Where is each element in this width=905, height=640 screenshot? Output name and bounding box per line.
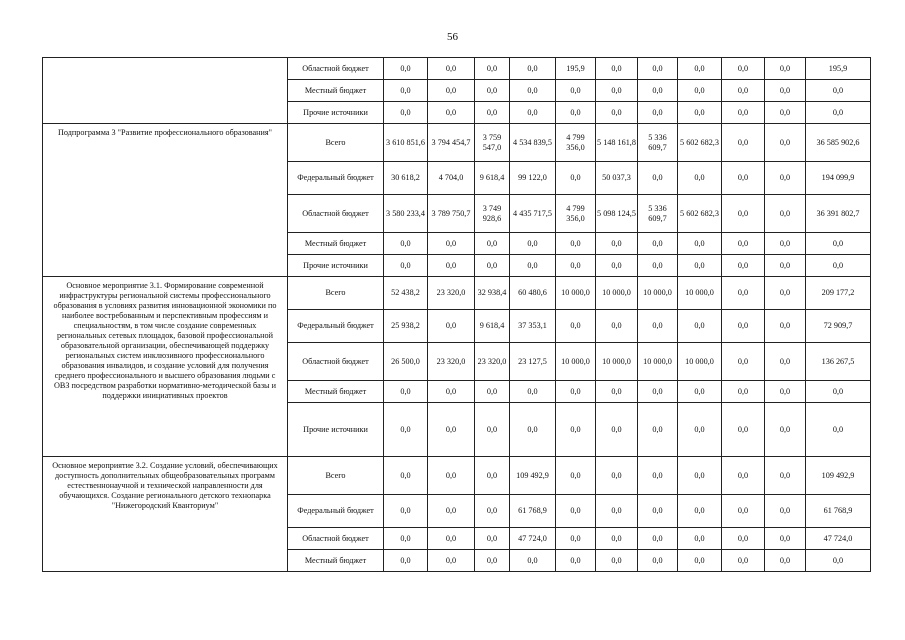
year-value-cell: 3 794 454,7 xyxy=(428,124,475,162)
year-value-cell: 23 320,0 xyxy=(428,343,475,381)
year-value-cell: 0,0 xyxy=(475,58,510,80)
year-value-cell: 32 938,4 xyxy=(475,277,510,310)
year-value-cell: 0,0 xyxy=(556,550,596,572)
year-value-cell: 0,0 xyxy=(384,255,428,277)
funding-source-cell: Местный бюджет xyxy=(288,80,384,102)
funding-source-cell: Прочие источники xyxy=(288,403,384,457)
year-value-cell: 0,0 xyxy=(475,80,510,102)
year-value-cell: 0,0 xyxy=(384,381,428,403)
year-value-cell: 0,0 xyxy=(722,195,765,233)
year-value-cell: 10 000,0 xyxy=(556,277,596,310)
total-value-cell: 0,0 xyxy=(806,102,871,124)
year-value-cell: 0,0 xyxy=(596,255,638,277)
year-value-cell: 0,0 xyxy=(678,528,722,550)
year-value-cell: 0,0 xyxy=(428,403,475,457)
year-value-cell: 0,0 xyxy=(638,310,678,343)
year-value-cell: 0,0 xyxy=(556,457,596,495)
year-value-cell: 0,0 xyxy=(765,277,806,310)
year-value-cell: 0,0 xyxy=(722,310,765,343)
year-value-cell: 0,0 xyxy=(428,528,475,550)
year-value-cell: 0,0 xyxy=(510,80,556,102)
funding-source-cell: Местный бюджет xyxy=(288,233,384,255)
year-value-cell: 0,0 xyxy=(596,233,638,255)
year-value-cell: 0,0 xyxy=(428,495,475,528)
year-value-cell: 47 724,0 xyxy=(510,528,556,550)
year-value-cell: 0,0 xyxy=(428,102,475,124)
table-row xyxy=(43,457,871,495)
year-value-cell: 23 320,0 xyxy=(428,277,475,310)
year-value-cell: 0,0 xyxy=(678,495,722,528)
year-value-cell: 0,0 xyxy=(384,403,428,457)
year-value-cell: 0,0 xyxy=(428,457,475,495)
total-value-cell: 194 099,9 xyxy=(806,162,871,195)
year-value-cell: 60 480,6 xyxy=(510,277,556,310)
year-value-cell: 0,0 xyxy=(678,255,722,277)
funding-source-cell: Федеральный бюджет xyxy=(288,310,384,343)
year-value-cell: 0,0 xyxy=(384,528,428,550)
year-value-cell: 0,0 xyxy=(722,255,765,277)
year-value-cell: 0,0 xyxy=(596,310,638,343)
total-value-cell: 47 724,0 xyxy=(806,528,871,550)
funding-source-cell: Прочие источники xyxy=(288,102,384,124)
year-value-cell: 0,0 xyxy=(638,162,678,195)
year-value-cell: 0,0 xyxy=(678,162,722,195)
funding-source-cell: Областной бюджет xyxy=(288,343,384,381)
year-value-cell: 0,0 xyxy=(765,381,806,403)
year-value-cell: 3 759 547,0 xyxy=(475,124,510,162)
year-value-cell: 0,0 xyxy=(638,457,678,495)
funding-source-cell: Всего xyxy=(288,457,384,495)
year-value-cell: 0,0 xyxy=(765,495,806,528)
year-value-cell: 0,0 xyxy=(722,102,765,124)
year-value-cell: 10 000,0 xyxy=(678,343,722,381)
year-value-cell: 5 602 682,3 xyxy=(678,124,722,162)
year-value-cell: 0,0 xyxy=(428,381,475,403)
year-value-cell: 23 320,0 xyxy=(475,343,510,381)
year-value-cell: 0,0 xyxy=(765,403,806,457)
year-value-cell: 0,0 xyxy=(510,255,556,277)
year-value-cell: 0,0 xyxy=(596,102,638,124)
total-value-cell: 36 585 902,6 xyxy=(806,124,871,162)
year-value-cell: 0,0 xyxy=(556,102,596,124)
year-value-cell: 0,0 xyxy=(722,550,765,572)
table-row xyxy=(43,124,871,162)
year-value-cell: 0,0 xyxy=(678,403,722,457)
year-value-cell: 0,0 xyxy=(384,550,428,572)
total-value-cell: 0,0 xyxy=(806,550,871,572)
year-value-cell: 0,0 xyxy=(765,550,806,572)
year-value-cell: 4 799 356,0 xyxy=(556,124,596,162)
year-value-cell: 0,0 xyxy=(722,495,765,528)
year-value-cell: 0,0 xyxy=(475,102,510,124)
year-value-cell: 9 618,4 xyxy=(475,310,510,343)
year-value-cell: 10 000,0 xyxy=(638,343,678,381)
total-value-cell: 109 492,9 xyxy=(806,457,871,495)
year-value-cell: 0,0 xyxy=(384,80,428,102)
year-value-cell: 26 500,0 xyxy=(384,343,428,381)
year-value-cell: 0,0 xyxy=(556,310,596,343)
year-value-cell: 50 037,3 xyxy=(596,162,638,195)
program-item-cell xyxy=(43,58,288,124)
year-value-cell: 0,0 xyxy=(475,457,510,495)
year-value-cell: 0,0 xyxy=(384,58,428,80)
year-value-cell: 0,0 xyxy=(428,550,475,572)
year-value-cell: 0,0 xyxy=(384,457,428,495)
year-value-cell: 30 618,2 xyxy=(384,162,428,195)
year-value-cell: 5 336 609,7 xyxy=(638,124,678,162)
total-value-cell: 195,9 xyxy=(806,58,871,80)
year-value-cell: 0,0 xyxy=(678,80,722,102)
year-value-cell: 0,0 xyxy=(384,102,428,124)
program-item-cell: Подпрограмма 3 "Развитие профессионального образования" xyxy=(43,124,288,277)
year-value-cell: 0,0 xyxy=(556,233,596,255)
year-value-cell: 4 799 356,0 xyxy=(556,195,596,233)
year-value-cell: 5 148 161,8 xyxy=(596,124,638,162)
year-value-cell: 0,0 xyxy=(765,233,806,255)
year-value-cell: 0,0 xyxy=(596,403,638,457)
year-value-cell: 0,0 xyxy=(638,403,678,457)
year-value-cell: 0,0 xyxy=(510,58,556,80)
program-item-cell: Основное мероприятие 3.1. Формирование современной инфраструктуры региональной системы профессионального образования в условиях развития инновационной экономики по наиболее востребованным и перспективным профессиям и специальностям, в том числе создание современных региональных сетевых площадок, базовой профессиональной образовательной организации, обеспечивающей поддержку региональных систем инклюзивного профессионального образования инвалидов, и создание условий для получения среднего профессионального и высшего образования людьми с ОВЗ посредством разработки нормативно-методической базы и поддержки инициативных проектов xyxy=(43,277,288,457)
year-value-cell: 4 534 839,5 xyxy=(510,124,556,162)
year-value-cell: 0,0 xyxy=(384,495,428,528)
year-value-cell: 0,0 xyxy=(678,457,722,495)
year-value-cell: 10 000,0 xyxy=(596,343,638,381)
year-value-cell: 0,0 xyxy=(556,80,596,102)
year-value-cell: 0,0 xyxy=(765,255,806,277)
year-value-cell: 0,0 xyxy=(765,310,806,343)
year-value-cell: 0,0 xyxy=(722,162,765,195)
year-value-cell: 0,0 xyxy=(678,550,722,572)
year-value-cell: 10 000,0 xyxy=(596,277,638,310)
year-value-cell: 0,0 xyxy=(678,381,722,403)
total-value-cell: 36 391 802,7 xyxy=(806,195,871,233)
year-value-cell: 0,0 xyxy=(765,80,806,102)
year-value-cell: 0,0 xyxy=(510,550,556,572)
funding-source-cell: Прочие источники xyxy=(288,255,384,277)
total-value-cell: 0,0 xyxy=(806,80,871,102)
funding-source-cell: Всего xyxy=(288,124,384,162)
year-value-cell: 0,0 xyxy=(596,457,638,495)
year-value-cell: 0,0 xyxy=(638,58,678,80)
year-value-cell: 4 435 717,5 xyxy=(510,195,556,233)
total-value-cell: 0,0 xyxy=(806,381,871,403)
funding-source-cell: Местный бюджет xyxy=(288,550,384,572)
budget-table xyxy=(42,57,871,572)
year-value-cell: 5 336 609,7 xyxy=(638,195,678,233)
year-value-cell: 0,0 xyxy=(638,80,678,102)
year-value-cell: 0,0 xyxy=(638,255,678,277)
year-value-cell: 0,0 xyxy=(428,255,475,277)
year-value-cell: 0,0 xyxy=(765,457,806,495)
funding-source-cell: Местный бюджет xyxy=(288,381,384,403)
total-value-cell: 61 768,9 xyxy=(806,495,871,528)
funding-source-cell: Областной бюджет xyxy=(288,195,384,233)
year-value-cell: 3 789 750,7 xyxy=(428,195,475,233)
year-value-cell: 0,0 xyxy=(638,381,678,403)
year-value-cell: 61 768,9 xyxy=(510,495,556,528)
year-value-cell: 0,0 xyxy=(638,495,678,528)
year-value-cell: 52 438,2 xyxy=(384,277,428,310)
year-value-cell: 0,0 xyxy=(475,255,510,277)
funding-source-cell: Областной бюджет xyxy=(288,58,384,80)
year-value-cell: 0,0 xyxy=(428,80,475,102)
year-value-cell: 3 749 928,6 xyxy=(475,195,510,233)
year-value-cell: 0,0 xyxy=(678,310,722,343)
year-value-cell: 0,0 xyxy=(638,233,678,255)
year-value-cell: 10 000,0 xyxy=(638,277,678,310)
year-value-cell: 0,0 xyxy=(638,102,678,124)
year-value-cell: 0,0 xyxy=(765,343,806,381)
year-value-cell: 0,0 xyxy=(765,58,806,80)
year-value-cell: 0,0 xyxy=(722,58,765,80)
year-value-cell: 0,0 xyxy=(556,381,596,403)
year-value-cell: 0,0 xyxy=(384,233,428,255)
year-value-cell: 10 000,0 xyxy=(556,343,596,381)
year-value-cell: 0,0 xyxy=(510,403,556,457)
year-value-cell: 0,0 xyxy=(428,233,475,255)
total-value-cell: 72 909,7 xyxy=(806,310,871,343)
program-item-cell: Основное мероприятие 3.2. Создание условий, обеспечивающих доступность дополнительных общеобразовательных программ естественнонаучной и технической направленности для обучающихся. Создание регионального детского технопарка "Нижегородский Кванториум" xyxy=(43,457,288,572)
year-value-cell: 3 580 233,4 xyxy=(384,195,428,233)
year-value-cell: 0,0 xyxy=(765,124,806,162)
year-value-cell: 0,0 xyxy=(510,233,556,255)
year-value-cell: 0,0 xyxy=(722,457,765,495)
funding-source-cell: Всего xyxy=(288,277,384,310)
year-value-cell: 0,0 xyxy=(722,80,765,102)
year-value-cell: 99 122,0 xyxy=(510,162,556,195)
year-value-cell: 37 353,1 xyxy=(510,310,556,343)
year-value-cell: 0,0 xyxy=(722,277,765,310)
year-value-cell: 0,0 xyxy=(678,58,722,80)
year-value-cell: 0,0 xyxy=(596,381,638,403)
page-number: 56 xyxy=(447,31,458,43)
year-value-cell: 0,0 xyxy=(765,102,806,124)
year-value-cell: 0,0 xyxy=(510,102,556,124)
year-value-cell: 10 000,0 xyxy=(678,277,722,310)
year-value-cell: 0,0 xyxy=(475,403,510,457)
year-value-cell: 9 618,4 xyxy=(475,162,510,195)
total-value-cell: 209 177,2 xyxy=(806,277,871,310)
year-value-cell: 0,0 xyxy=(475,528,510,550)
year-value-cell: 0,0 xyxy=(596,495,638,528)
table-row xyxy=(43,277,871,310)
year-value-cell: 0,0 xyxy=(596,80,638,102)
total-value-cell: 0,0 xyxy=(806,233,871,255)
year-value-cell: 0,0 xyxy=(596,58,638,80)
table-row xyxy=(43,58,871,80)
year-value-cell: 0,0 xyxy=(596,550,638,572)
year-value-cell: 0,0 xyxy=(722,528,765,550)
year-value-cell: 0,0 xyxy=(475,233,510,255)
funding-source-cell: Федеральный бюджет xyxy=(288,495,384,528)
year-value-cell: 0,0 xyxy=(475,550,510,572)
year-value-cell: 0,0 xyxy=(428,310,475,343)
year-value-cell: 0,0 xyxy=(556,162,596,195)
budget-table-body xyxy=(43,58,871,572)
year-value-cell: 195,9 xyxy=(556,58,596,80)
year-value-cell: 0,0 xyxy=(722,403,765,457)
year-value-cell: 0,0 xyxy=(556,528,596,550)
year-value-cell: 0,0 xyxy=(678,102,722,124)
year-value-cell: 0,0 xyxy=(510,381,556,403)
funding-source-cell: Федеральный бюджет xyxy=(288,162,384,195)
year-value-cell: 5 602 682,3 xyxy=(678,195,722,233)
year-value-cell: 23 127,5 xyxy=(510,343,556,381)
year-value-cell: 0,0 xyxy=(428,58,475,80)
year-value-cell: 25 938,2 xyxy=(384,310,428,343)
total-value-cell: 0,0 xyxy=(806,403,871,457)
year-value-cell: 0,0 xyxy=(556,403,596,457)
funding-source-cell: Областной бюджет xyxy=(288,528,384,550)
year-value-cell: 0,0 xyxy=(765,195,806,233)
year-value-cell: 0,0 xyxy=(722,124,765,162)
year-value-cell: 0,0 xyxy=(556,255,596,277)
year-value-cell: 4 704,0 xyxy=(428,162,475,195)
year-value-cell: 0,0 xyxy=(765,162,806,195)
year-value-cell: 0,0 xyxy=(596,528,638,550)
year-value-cell: 0,0 xyxy=(765,528,806,550)
year-value-cell: 0,0 xyxy=(475,495,510,528)
year-value-cell: 0,0 xyxy=(556,495,596,528)
year-value-cell: 0,0 xyxy=(638,528,678,550)
year-value-cell: 0,0 xyxy=(722,343,765,381)
year-value-cell: 0,0 xyxy=(722,233,765,255)
year-value-cell: 0,0 xyxy=(638,550,678,572)
year-value-cell: 0,0 xyxy=(475,381,510,403)
year-value-cell: 0,0 xyxy=(722,381,765,403)
total-value-cell: 0,0 xyxy=(806,255,871,277)
year-value-cell: 109 492,9 xyxy=(510,457,556,495)
year-value-cell: 5 098 124,5 xyxy=(596,195,638,233)
year-value-cell: 3 610 851,6 xyxy=(384,124,428,162)
year-value-cell: 0,0 xyxy=(678,233,722,255)
total-value-cell: 136 267,5 xyxy=(806,343,871,381)
